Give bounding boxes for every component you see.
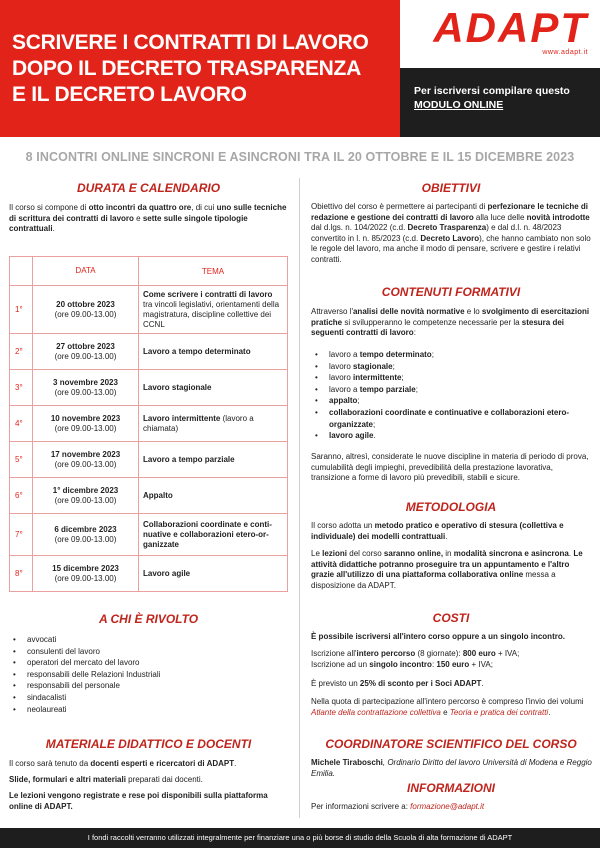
list-item: • lavoro a tempo parziale; xyxy=(311,384,592,396)
costi-p1: È possibile iscriversi all'intero corso oppure a un singolo incontro. xyxy=(311,632,565,641)
costi-p5: Nella quota di partecipazione all'intero percorso è compreso l'invio dei volumi Atlante della contrattazione collettiva e Teoria e pratica dei contratti. xyxy=(311,697,584,717)
table-row: 4° 10 novembre 2023 (ore 09.00-13.00) Lavoro intermittente (lavoro a chiamata) xyxy=(10,406,288,442)
col-date-header: DATA xyxy=(33,257,139,286)
page-title xyxy=(12,30,392,108)
costi-p4: È previsto un 25% di sconto per i Soci ADAPT. xyxy=(311,679,484,688)
costi-p2: Iscrizione all'intero percorso (8 giornate): 800 euro + IVA; xyxy=(311,649,520,658)
table-row: 6° 1° dicembre 2023 (ore 09.00-13.00) Appalto xyxy=(10,478,288,514)
adapt-logo: ADAPT xyxy=(433,4,588,51)
durata-intro: Il corso si compone di otto incontri da quattro ore, di cui uno sulle tecniche di scrittura dei contratti di lavoro e sette sulle singole tipologie contrattuali. xyxy=(9,203,287,234)
metodologia-p2: Le lezioni del corso saranno online, in modalità sincrona e asincrona. Le attività didattiche potranno proseguire tra un appuntamento e l'altro grazie all'utilizzo di una piattaforma collaborativa online messa a disposizione da ADAPT. xyxy=(311,549,583,590)
audience-list xyxy=(9,634,288,715)
table-row: 8° 15 dicembre 2023 (ore 09.00-13.00) Lavoro agile xyxy=(10,556,288,592)
metodologia-p1: Il corso adotta un metodo pratico e operativo di stesura (collettiva e individuale) dei modelli contrattuali. xyxy=(311,521,564,541)
list-item: • lavoro intermittente; xyxy=(311,372,592,384)
logo-area xyxy=(400,0,600,68)
schedule-header-row xyxy=(10,257,288,286)
signup-text: Per iscriversi compilare questo xyxy=(414,85,570,97)
materiale-p2: Slide, formulari e altri materiali preparati dai docenti. xyxy=(9,775,203,784)
list-item: • lavoro agile. xyxy=(311,430,592,442)
obiettivi-title: OBIETTIVI xyxy=(421,181,481,195)
logo-url[interactable]: www.adapt.it xyxy=(542,49,588,56)
costi-p3: Iscrizione ad un singolo incontro: 150 euro + IVA; xyxy=(311,660,493,669)
title-line-2: DOPO IL DECRETO TRASPARENZA xyxy=(12,57,361,80)
title-line-1: SCRIVERE I CONTRATTI DI LAVORO xyxy=(12,31,369,54)
list-item: • responsabili del personale xyxy=(9,680,288,692)
list-item: • appalto; xyxy=(311,395,592,407)
table-row: 7° 6 dicembre 2023 (ore 09.00-13.00) Collaborazioni coordinate e conti-nuative e collaborazioni etero-or-ganizzate xyxy=(10,514,288,556)
signup-form-link[interactable]: MODULO ONLINE xyxy=(414,99,504,111)
table-row: 3° 3 novembre 2023 (ore 09.00-13.00) Lavoro stagionale xyxy=(10,370,288,406)
coordinatore-text: Michele Tiraboschi, Ordinario Diritto del lavoro Università di Modena e Reggio Emilia. xyxy=(311,758,592,778)
informazioni-text: Per informazioni scrivere a: formazione@adapt.it xyxy=(311,802,485,811)
coordinatore-title: COORDINATORE SCIENTIFICO DEL CORSO xyxy=(325,737,577,751)
materiale-p3: Le lezioni vengono registrate e rese poi disponibili sulla piattaforma online di ADAPT. xyxy=(9,791,268,811)
list-item: • collaborazioni coordinate e continuative e collaborazioni etero-organizzate; xyxy=(311,407,592,430)
list-item: • lavoro a tempo determinato; xyxy=(311,349,592,361)
rivolto-title: A CHI È RIVOLTO xyxy=(98,612,199,626)
contact-email-link[interactable]: formazione@adapt.it xyxy=(410,802,485,811)
contract-types-list xyxy=(311,349,592,442)
table-row: 2° 27 ottobre 2023 (ore 09.00-13.00) Lavoro a tempo determinato xyxy=(10,334,288,370)
header-banner xyxy=(0,0,600,137)
list-item: • consulenti del lavoro xyxy=(9,646,288,658)
list-item: • operatori del mercato del lavoro xyxy=(9,657,288,669)
list-item: • neolaureati xyxy=(9,704,288,716)
schedule-table xyxy=(9,256,288,592)
course-subtitle: 8 INCONTRI ONLINE SINCRONI E ASINCRONI TRA IL 20 OTTOBRE E IL 15 DICEMBRE 2023 xyxy=(25,150,575,164)
list-item: • sindacalisti xyxy=(9,692,288,704)
table-row: 5° 17 novembre 2023 (ore 09.00-13.00) Lavoro a tempo parziale xyxy=(10,442,288,478)
list-item: • avvocati xyxy=(9,634,288,646)
column-divider xyxy=(299,178,300,818)
informazioni-title: INFORMAZIONI xyxy=(407,781,495,795)
list-item: • responsabili delle Relazioni Industriali xyxy=(9,669,288,681)
materiale-p1: Il corso sarà tenuto da docenti esperti e ricercatori di ADAPT. xyxy=(9,759,237,768)
obiettivi-text: Obiettivo del corso è permettere ai partecipanti di perfezionare le tecniche di redazione e gestione dei contratti di lavoro alla luce delle novità introdotte dal d.lgs. n. 104/2022 (c.d. Decreto Trasparenza) e dal d.l. n. 48/2023 convertito in l. n. 85/2023 (c.d. Decreto Lavoro), che hanno cambiato non solo le regole del lavoro, ma anche il modo di pensare, scrivere e gestire i relativi contratti. xyxy=(311,202,591,264)
metodologia-title: METODOLOGIA xyxy=(405,500,497,514)
materiale-title: MATERIALE DIDATTICO E DOCENTI xyxy=(45,737,252,751)
contenuti-closing: Saranno, altresì, considerate le nuove discipline in materia di periodo di prova, cumulabilità degli impieghi, prevedibilità della prestazione lavorativa, transizione a forme di lavoro più prevedibili, stabili e sicure. xyxy=(311,452,589,483)
durata-title: DURATA E CALENDARIO xyxy=(76,181,221,195)
footer-note: I fondi raccolti verranno utilizzati integralmente per finanziare una o più borse di studio della Scuola di alta formazione di ADAPT xyxy=(0,828,600,848)
title-line-3: E IL DECRETO LAVORO xyxy=(12,83,247,106)
list-item: • lavoro stagionale; xyxy=(311,361,592,373)
contenuti-title: CONTENUTI FORMATIVI xyxy=(381,285,521,299)
table-row: 1° 20 ottobre 2023 (ore 09.00-13.00) Come scrivere i contratti di lavoro tra vincoli legislativi, orientamenti della magistratura, discipline collettive dei CCNL xyxy=(10,286,288,334)
signup-callout xyxy=(400,68,600,137)
costi-title: COSTI xyxy=(432,611,470,625)
col-topic-header: TEMA xyxy=(139,257,288,286)
contenuti-intro: Attraverso l'analisi delle novità normative e lo svolgimento di esercitazioni pratiche si svilupperanno le competenze necessarie per la stesura dei seguenti contratti di lavoro: xyxy=(311,307,590,338)
